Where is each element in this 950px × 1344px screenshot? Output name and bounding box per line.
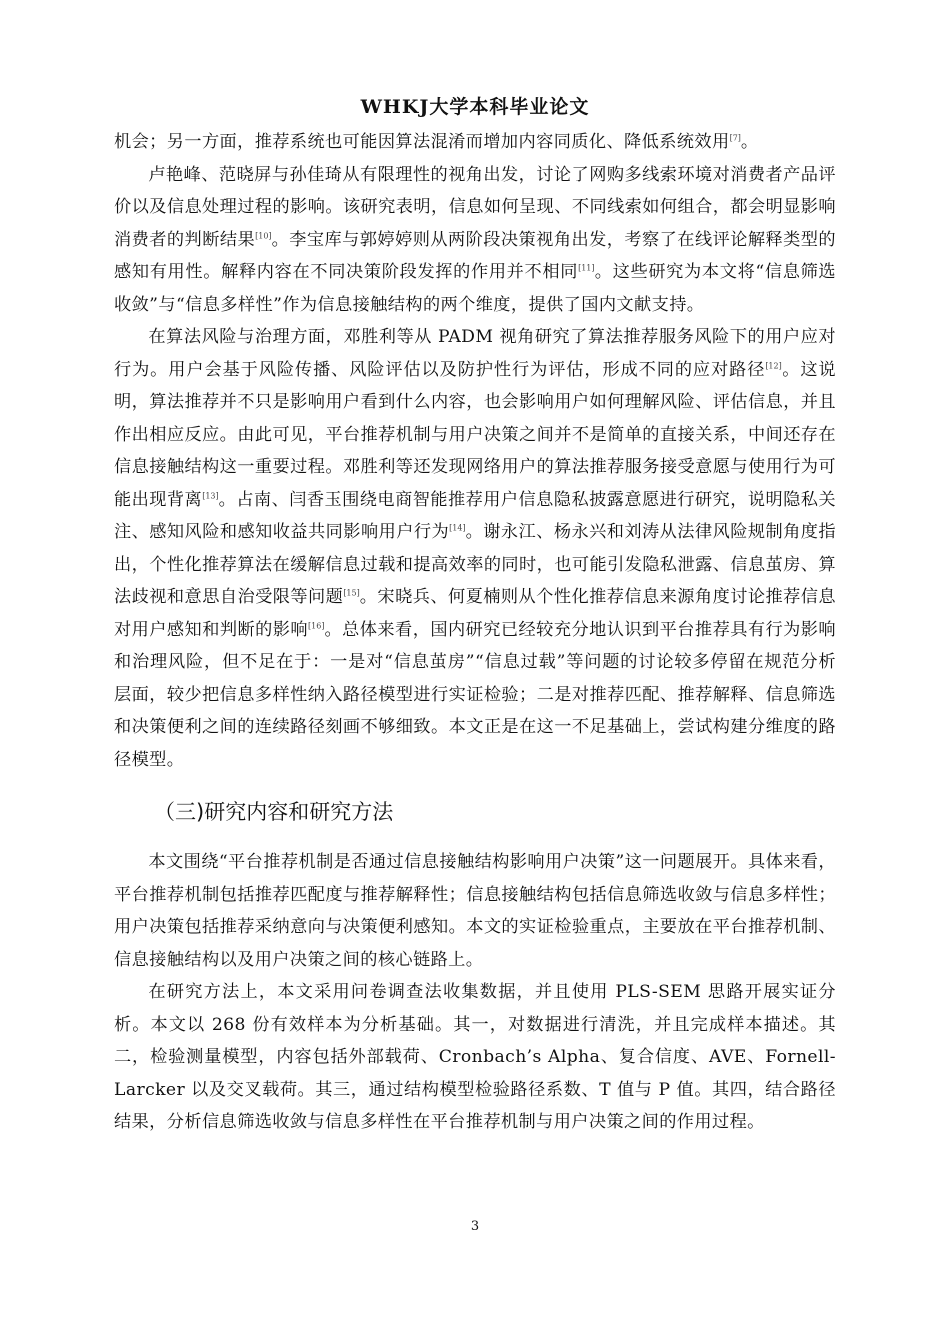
paragraph-text: 卢艳峰、范晓屏与孙佳琦从有限理性的视角出发，讨论了网购多线索环境对消费者产品评价以及信息处理过程的影响。该研究表明，信息如何呈现、不同线索如何组合，都会明显影响消费者的判断结果	[114, 164, 836, 250]
citation-ref: [10]	[255, 230, 272, 240]
body-paragraph	[114, 159, 836, 322]
citation-ref: [16]	[308, 620, 325, 630]
citation-ref: [7]	[729, 133, 741, 143]
paragraph-text: 。谢永江、杨永兴和刘涛从法律风险规制角度指出，个性化推荐算法在缓解信息过载和提高效率的同时，也可能引发隐私泄露、信息茧房、算法歧视和意思自治受限等问题	[114, 522, 837, 607]
body-paragraph	[114, 126, 836, 159]
paragraph-text: 机会；另一方面，推荐系统也可能因算法混淆而增加内容同质化、降低系统效用	[114, 132, 730, 152]
paragraph-text: 。总体来看，国内研究已经较充分地认识到平台推荐具有行为影响和治理风险，但不足在于：一是对“信息茧房”“信息过载”等问题的讨论较多停留在规范分析层面，较少把信息多样性纳入路径模型进行实证检验；二是对推荐匹配、推荐解释、信息筛选和决策便利之间的连续路径刻画不够细致。本文正是在这一不足基础上，尝试构建分维度的路径模型。	[114, 619, 836, 770]
paragraph-text: 。这些研究为本文将“信息筛选收敛”与“信息多样性”作为信息接触结构的两个维度，提供了国内文献支持。	[114, 262, 837, 315]
paragraph-text: 。这说明，算法推荐并不只是影响用户看到什么内容，也会影响用户如何理解风险、评估信息，并且作出相应反应。由此可见，平台推荐机制与用户决策之间并不是简单的直接关系，中间还存在信息接触结构这一重要过程。邓胜利等还发现网络用户的算法推荐服务接受意愿与使用行为可能出现背离	[114, 359, 837, 510]
body-text	[114, 126, 836, 1139]
running-header: WHKJ大学本科毕业论文	[360, 96, 590, 118]
paragraph-text: 。李宝库与郭婷婷则从两阶段决策视角出发，考察了在线评论解释类型的感知有用性。解释内容在不同决策阶段发挥的作用并不相同	[114, 229, 836, 282]
body-paragraph	[114, 846, 836, 976]
citation-ref: [15]	[343, 588, 360, 598]
paragraph-text: 。宋晓兵、何夏楠则从个性化推荐信息来源角度讨论推荐信息对用户感知和判断的影响	[114, 587, 836, 640]
citation-ref: [13]	[202, 490, 219, 500]
citation-ref: [12]	[765, 360, 782, 370]
paragraph-text: 在研究方法上，本文采用问卷调查法收集数据，并且使用 PLS-SEM 思路开展实证分析。本文以 268 份有效样本为分析基础。其一，对数据进行清洗，并且完成样本描述。其二，检验测量模型，内容包括外部载荷、Cronbach’s Alpha、复合信度、AVE、Fornell-Larcker 以及交叉载荷。其三，通过结构模型检验路径系数、T 值与 P 值。其四，结合路径结果，分析信息筛选收敛与信息多样性在平台推荐机制与用户决策之间的作用过程。	[114, 982, 836, 1132]
body-paragraph	[114, 321, 836, 776]
paragraphs-before-section	[114, 126, 836, 776]
paragraph-text: 在算法风险与治理方面，邓胜利等从 PADM 视角研究了算法推荐服务风险下的用户应对行为。用户会基于风险传播、风险评估以及防护性行为评估，形成不同的应对路径	[114, 327, 836, 380]
paragraph-text: 本文围绕“平台推荐机制是否通过信息接触结构影响用户决策”这一问题展开。具体来看，平台推荐机制包括推荐匹配度与推荐解释性；信息接触结构包括信息筛选收敛与信息多样性；用户决策包括推荐采纳意向与决策便利感知。本文的实证检验重点，主要放在平台推荐机制、信息接触结构以及用户决策之间的核心链路上。	[114, 852, 836, 970]
paragraphs-after-section	[114, 846, 836, 1139]
citation-ref: [11]	[578, 263, 595, 273]
page-number: 3	[470, 1219, 480, 1234]
paragraph-text: 。	[740, 132, 759, 152]
paragraph-text: 。占南、闫香玉围绕电商智能推荐用户信息隐私披露意愿进行研究，说明隐私关注、感知风险和感知收益共同影响用户行为	[114, 489, 836, 542]
citation-ref: [14]	[449, 523, 466, 533]
section-heading: （三)研究内容和研究方法	[154, 800, 394, 824]
body-paragraph	[114, 976, 836, 1139]
